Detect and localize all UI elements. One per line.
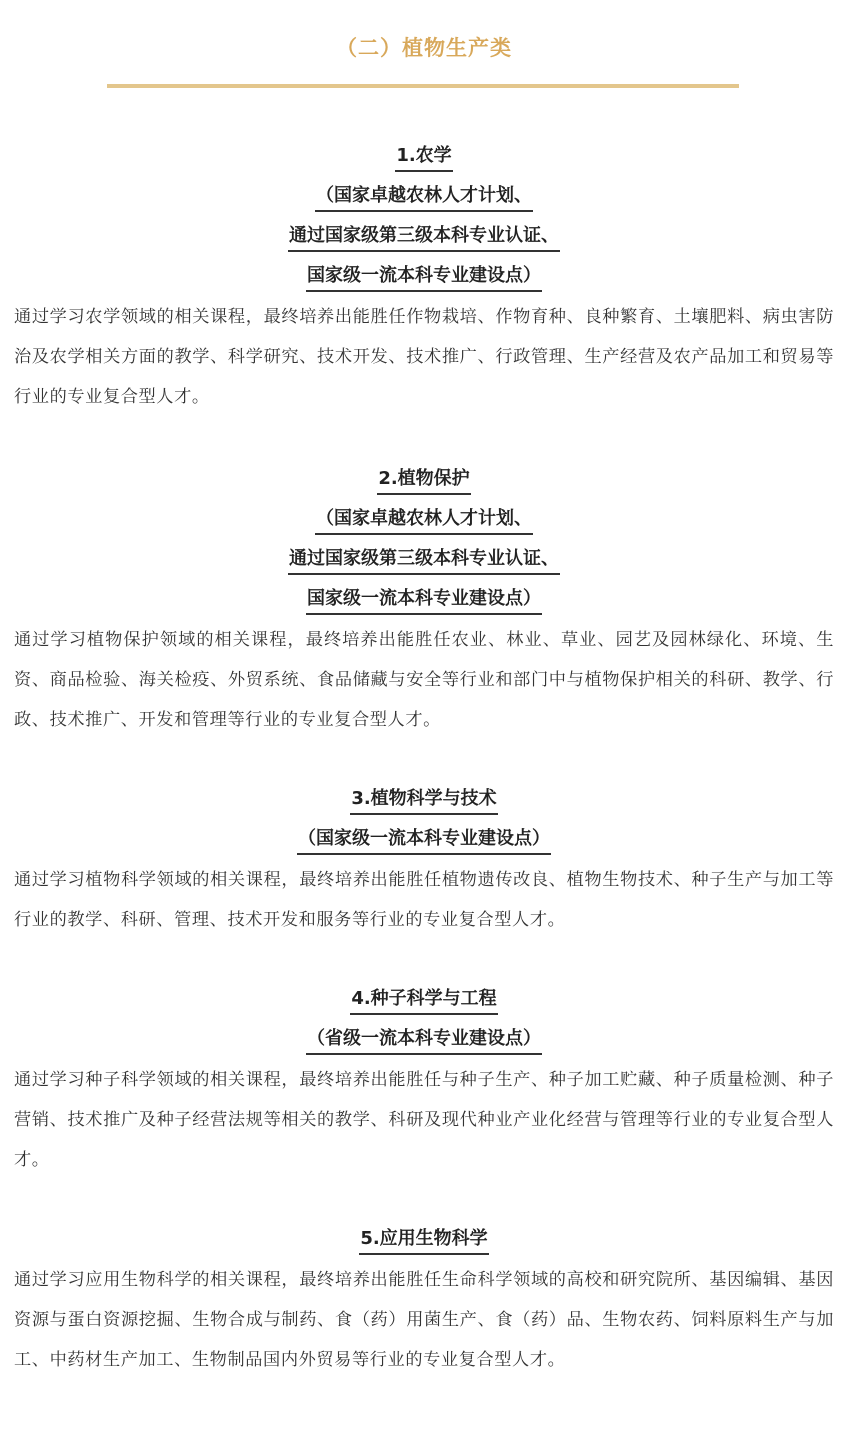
major-heading: 1.农学 <box>395 142 452 172</box>
major-heading: 2.植物保护 <box>377 465 470 495</box>
major-agronomy <box>0 137 848 417</box>
major-tag: 通过国家级第三级本科专业认证、 <box>288 222 560 252</box>
major-tag: （国家卓越农林人才计划、 <box>315 505 533 535</box>
major-plant-science <box>0 780 848 940</box>
title-divider <box>107 84 739 88</box>
major-tag: 国家级一流本科专业建设点） <box>306 262 542 292</box>
major-tag: （国家卓越农林人才计划、 <box>315 182 533 212</box>
major-tag: 国家级一流本科专业建设点） <box>306 585 542 615</box>
major-description: 通过学习应用生物科学的相关课程，最终培养出能胜任生命科学领域的高校和研究院所、基因编辑、基因资源与蛋白资源挖掘、生物合成与制药、食（药）用菌生产、食（药）品、生物农药、饲料原料生产与加工、中药材生产加工、生物制品国内外贸易等行业的专业复合型人才。 <box>14 1270 834 1370</box>
major-description: 通过学习植物保护领域的相关课程，最终培养出能胜任农业、林业、草业、园艺及园林绿化、环境、生资、商品检验、海关检疫、外贸系统、食品储藏与安全等行业和部门中与植物保护相关的科研、教学、行政、技术推广、开发和管理等行业的专业复合型人才。 <box>14 630 834 730</box>
major-plant-protection <box>0 460 848 740</box>
major-tag: 通过国家级第三级本科专业认证、 <box>288 545 560 575</box>
major-tag: （省级一流本科专业建设点） <box>306 1025 542 1055</box>
major-seed-science <box>0 980 848 1180</box>
major-description: 通过学习种子科学领域的相关课程，最终培养出能胜任与种子生产、种子加工贮藏、种子质量检测、种子营销、技术推广及种子经营法规等相关的教学、科研及现代种业产业化经营与管理等行业的专业复合型人才。 <box>14 1070 834 1170</box>
major-applied-bioscience <box>0 1220 848 1380</box>
section-title: （二）植物生产类 <box>336 36 512 60</box>
major-description: 通过学习农学领域的相关课程，最终培养出能胜任作物栽培、作物育种、良种繁育、土壤肥料、病虫害防治及农学相关方面的教学、科学研究、技术开发、技术推广、行政管理、生产经营及农产品加工和贸易等行业的专业复合型人才。 <box>14 307 834 407</box>
major-heading: 5.应用生物科学 <box>359 1225 488 1255</box>
major-tag: （国家级一流本科专业建设点） <box>297 825 551 855</box>
major-description: 通过学习植物科学领域的相关课程，最终培养出能胜任植物遗传改良、植物生物技术、种子生产与加工等行业的教学、科研、管理、技术开发和服务等行业的专业复合型人才。 <box>14 870 834 930</box>
major-heading: 3.植物科学与技术 <box>350 785 497 815</box>
major-heading: 4.种子科学与工程 <box>350 985 497 1015</box>
